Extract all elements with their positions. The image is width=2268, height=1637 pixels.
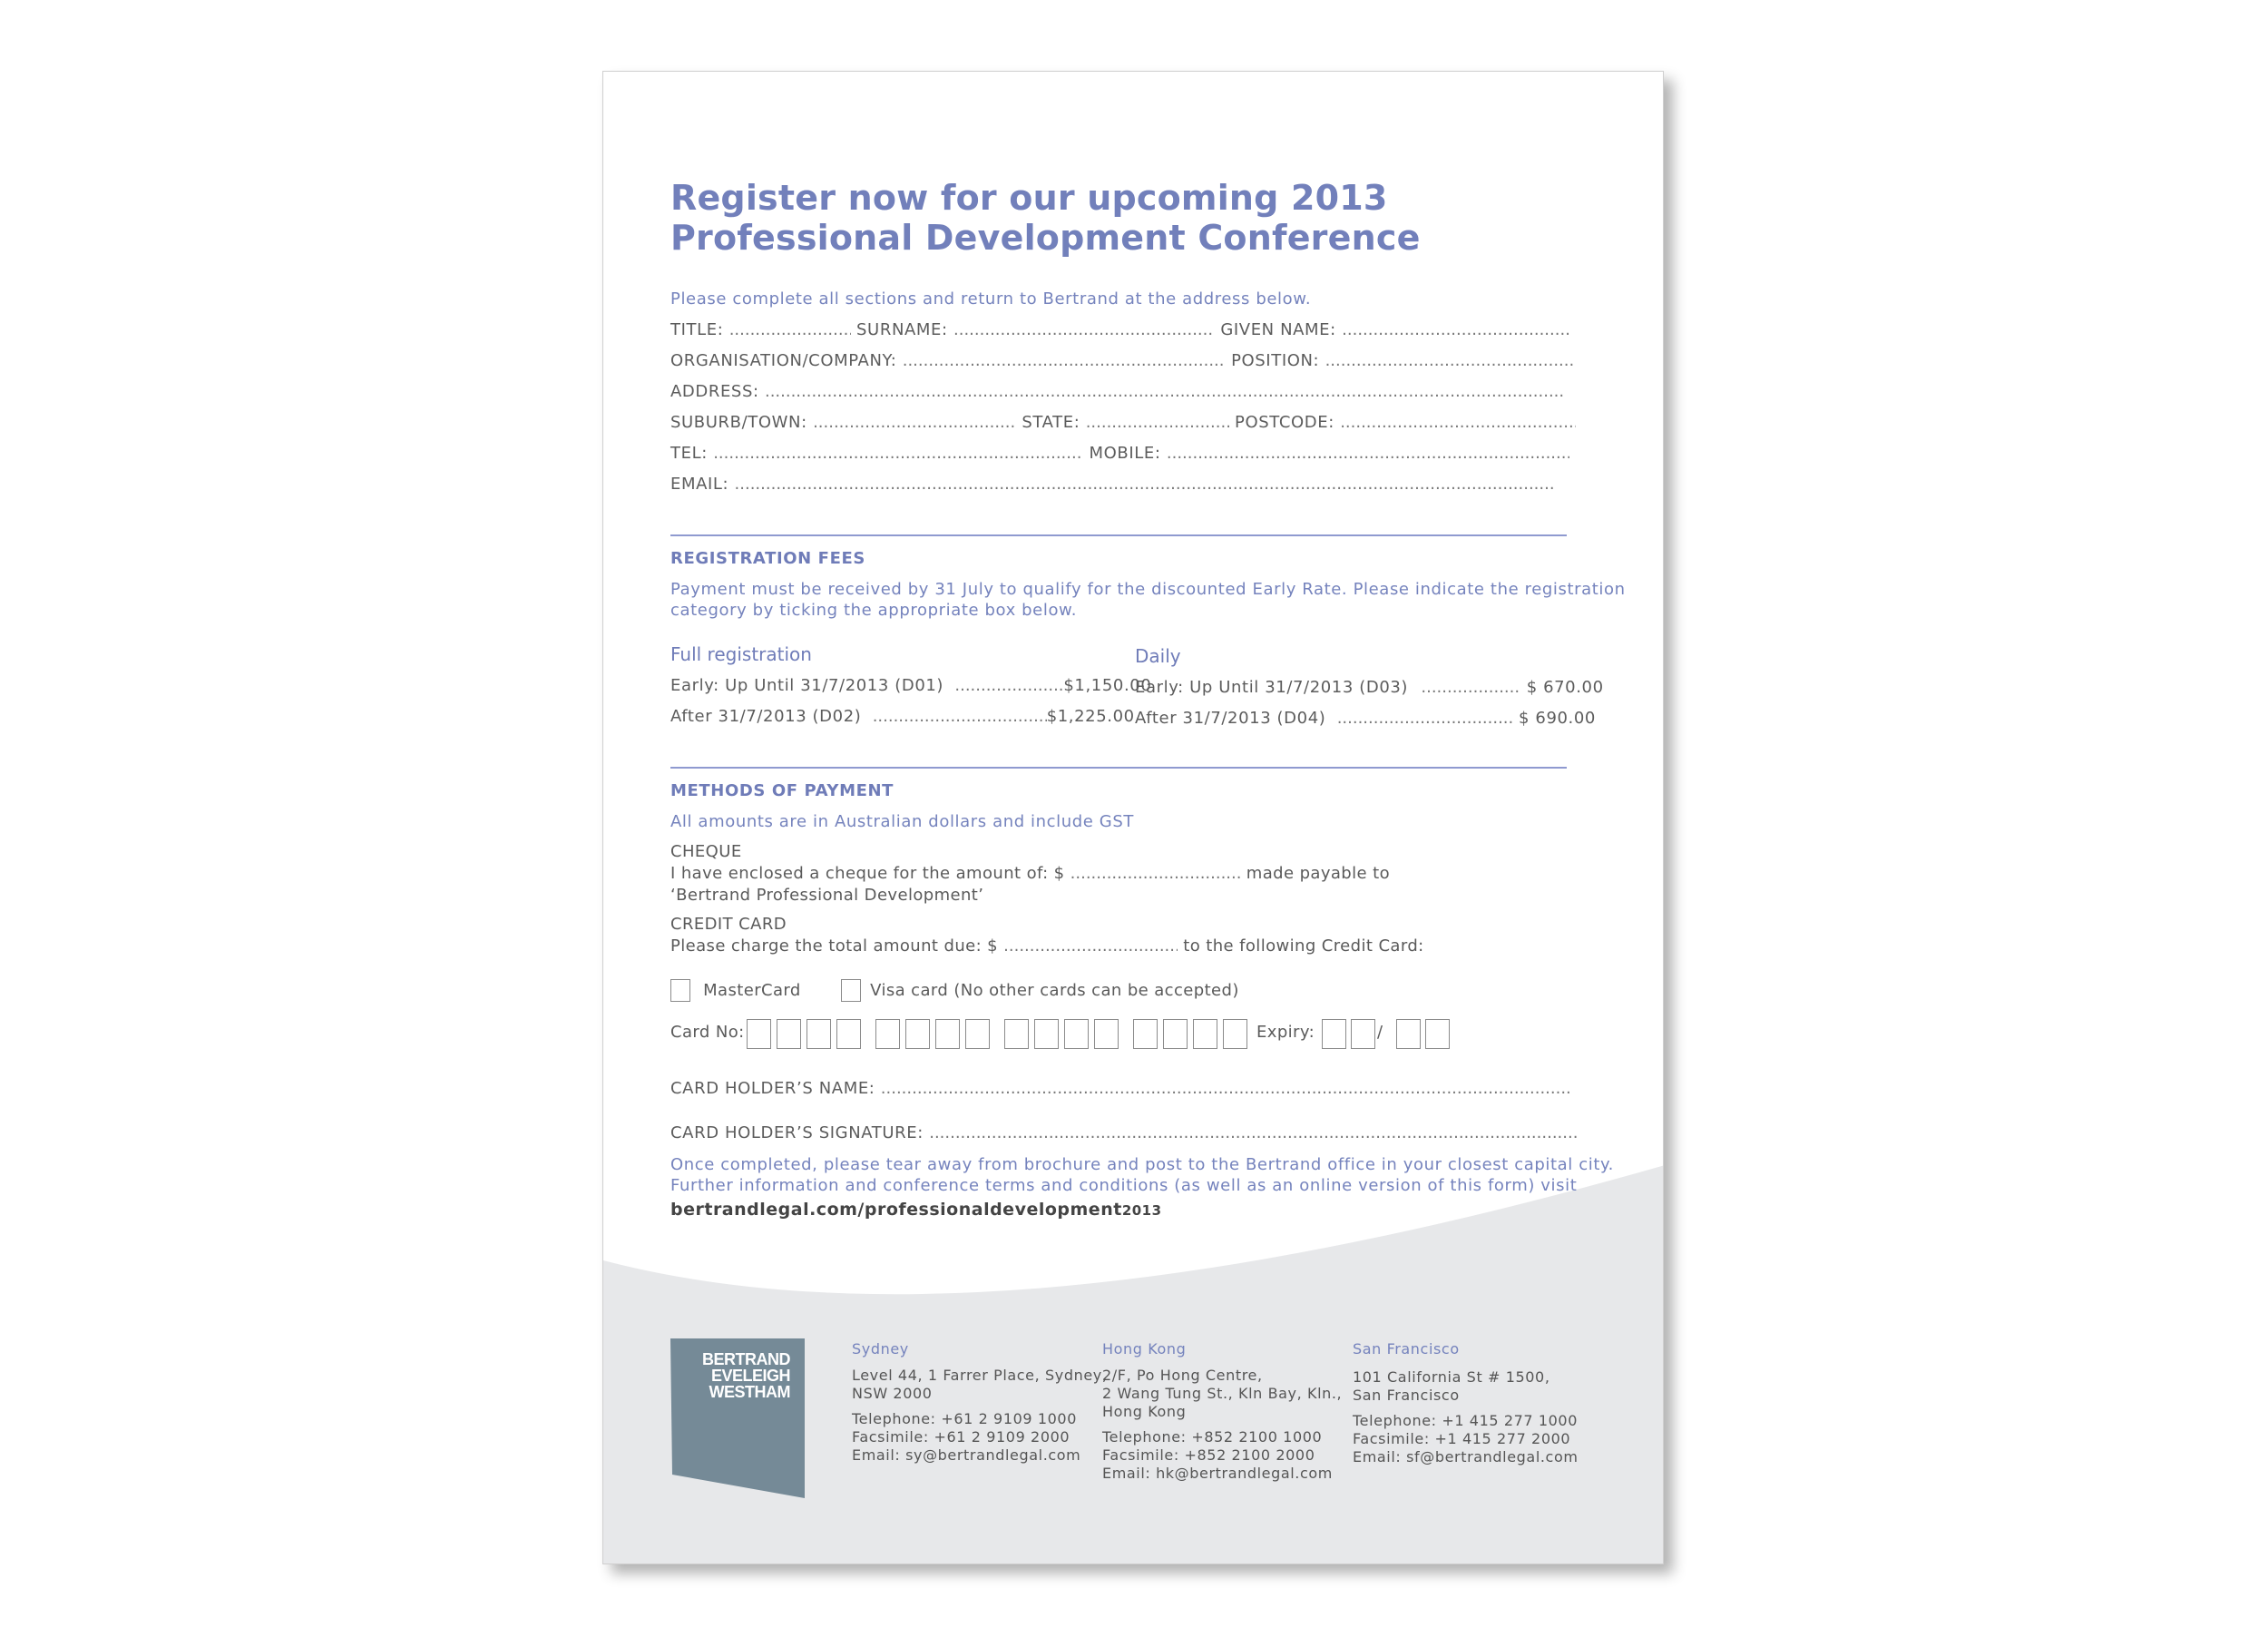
title-field[interactable] (729, 320, 851, 339)
card-digit-box[interactable] (1133, 1019, 1158, 1049)
expiry-label: Expiry: (1256, 1023, 1315, 1042)
postcode-label: POSTCODE: (1235, 413, 1334, 432)
suburb-label: SUBURB/TOWN: (670, 413, 807, 432)
state-field[interactable] (1086, 413, 1229, 432)
card-holder-signature-field[interactable] (929, 1123, 1577, 1142)
card-digit-box[interactable] (1034, 1019, 1059, 1049)
card-holder-name-label: CARD HOLDER’S NAME: (670, 1079, 875, 1098)
organisation-field[interactable] (903, 351, 1226, 370)
expiry-digit-box[interactable] (1351, 1019, 1375, 1049)
card-digit-box[interactable] (935, 1019, 960, 1049)
tel-field[interactable] (713, 444, 1083, 463)
registration-fees-heading: REGISTRATION FEES (670, 549, 865, 568)
card-digit-box[interactable] (965, 1019, 990, 1049)
card-holder-name-field[interactable] (881, 1079, 1572, 1098)
fee-label-d02: After 31/7/2013 (D02) (670, 707, 862, 726)
office-telephone: Telephone: +61 2 9109 1000 (852, 1410, 1077, 1427)
position-label: POSITION: (1231, 351, 1320, 370)
closing-line-2: Further information and conference terms and conditions (as well as an online version of this form) visit (670, 1176, 1578, 1195)
fee-label-d03: Early: Up Until 31/7/2013 (D03) (1135, 678, 1409, 697)
methods-of-payment-heading: METHODS OF PAYMENT (670, 781, 894, 800)
fees-note-line-2: category by ticking the appropriate box below. (670, 601, 1078, 620)
card-holder-signature-label: CARD HOLDER’S SIGNATURE: (670, 1123, 924, 1142)
address-label: ADDRESS: (670, 382, 759, 401)
office-address-1: 101 California St # 1500, (1353, 1368, 1550, 1386)
fee-price-d03: $ 670.00 (1526, 678, 1604, 697)
address-field[interactable] (765, 382, 1563, 401)
position-field[interactable] (1325, 351, 1576, 370)
tel-label: TEL: (670, 444, 708, 463)
office-facsimile: Facsimile: +1 415 277 2000 (1353, 1430, 1571, 1447)
daily-heading: Daily (1135, 645, 1181, 667)
row-organisation-position (670, 351, 1567, 370)
registration-form-page (602, 71, 1664, 1564)
page-title-line-2: Professional Development Conference (670, 218, 1421, 258)
mobile-label: MOBILE: (1089, 444, 1161, 463)
row-address (670, 382, 1567, 401)
cheque-prefix: I have enclosed a cheque for the amount of: $ (670, 864, 1065, 883)
fee-leader-dots (1337, 709, 1513, 728)
office-city: Hong Kong (1102, 1340, 1187, 1358)
given-name-field[interactable] (1342, 320, 1569, 339)
title-label: TITLE: (670, 320, 724, 339)
company-logo (670, 1338, 805, 1498)
cheque-heading: CHEQUE (670, 842, 742, 861)
visa-label: Visa card (No other cards can be accepted) (870, 980, 1239, 1000)
office-address-1: Level 44, 1 Farrer Place, Sydney, (852, 1367, 1108, 1384)
office-facsimile: Facsimile: +852 2100 2000 (1102, 1446, 1315, 1464)
postcode-field[interactable] (1340, 413, 1576, 432)
office-telephone: Telephone: +852 2100 1000 (1102, 1428, 1323, 1446)
office-email[interactable]: Email: sy@bertrandlegal.com (852, 1446, 1081, 1464)
fees-note-line-1: Payment must be received by 31 July to qualify for the discounted Early Rate. Please indicate the registration (670, 580, 1626, 599)
cheque-amount-field[interactable] (1070, 863, 1241, 885)
card-digit-box[interactable] (905, 1019, 930, 1049)
fee-price-d02: $1,225.00 (1046, 707, 1135, 726)
fee-label-d04: After 31/7/2013 (D04) (1135, 709, 1326, 728)
office-email[interactable]: Email: sf@bertrandlegal.com (1353, 1448, 1579, 1465)
credit-suffix: to the following Credit Card: (1183, 936, 1424, 956)
fee-leader-dots (954, 676, 1063, 695)
section-divider-fees (670, 534, 1567, 536)
card-digit-box[interactable] (1163, 1019, 1188, 1049)
email-label: EMAIL: (670, 475, 729, 494)
expiry-digit-box[interactable] (1396, 1019, 1421, 1049)
full-registration-heading: Full registration (670, 643, 812, 665)
fee-option-d03[interactable] (1135, 678, 1604, 697)
card-digit-box[interactable] (807, 1019, 831, 1049)
logo-line-1: BERTRAND (702, 1350, 790, 1368)
office-facsimile: Facsimile: +61 2 9109 2000 (852, 1428, 1070, 1446)
card-holder-signature-row (670, 1123, 1567, 1142)
logo-line-3: WESTHAM (709, 1383, 790, 1401)
card-digit-box[interactable] (1193, 1019, 1217, 1049)
fee-option-d04[interactable] (1135, 709, 1596, 728)
expiry-digit-box[interactable] (1322, 1019, 1346, 1049)
given-name-label: GIVEN NAME: (1220, 320, 1336, 339)
office-address-2: NSW 2000 (852, 1385, 933, 1402)
office-address-3: Hong Kong (1102, 1403, 1187, 1420)
mobile-field[interactable] (1167, 444, 1569, 463)
card-digit-box[interactable] (747, 1019, 771, 1049)
card-digit-box[interactable] (1064, 1019, 1089, 1049)
logo-wordmark (670, 1351, 790, 1400)
cheque-payee: ‘Bertrand Professional Development’ (670, 886, 984, 905)
row-title-surname-given (670, 320, 1567, 339)
fee-option-d02[interactable] (670, 707, 1135, 726)
card-digit-box[interactable] (1223, 1019, 1247, 1049)
card-digit-box[interactable] (1094, 1019, 1119, 1049)
logo-line-2: EVELEIGH (710, 1367, 790, 1385)
state-label: STATE: (1022, 413, 1080, 432)
office-address-2: 2 Wang Tung St., Kln Bay, Kln., (1102, 1385, 1343, 1402)
visa-checkbox[interactable] (841, 979, 861, 1002)
credit-amount-row (670, 936, 1424, 957)
mastercard-checkbox[interactable] (670, 979, 690, 1002)
fee-leader-dots (1421, 678, 1520, 697)
row-tel-mobile (670, 444, 1567, 463)
office-email[interactable]: Email: hk@bertrandlegal.com (1102, 1465, 1333, 1482)
card-digit-box[interactable] (1004, 1019, 1029, 1049)
card-holder-name-row (670, 1079, 1567, 1098)
closing-line-1: Once completed, please tear away from brochure and post to the Bertrand office in your closest capital city. (670, 1155, 1614, 1174)
fee-price-d01: $1,150.00 (1063, 676, 1152, 695)
credit-amount-field[interactable] (1003, 936, 1178, 957)
page-title-line-1: Register now for our upcoming 2013 (670, 178, 1388, 218)
fee-label-d01: Early: Up Until 31/7/2013 (D01) (670, 676, 944, 695)
office-telephone: Telephone: +1 415 277 1000 (1353, 1412, 1578, 1429)
payment-note: All amounts are in Australian dollars and include GST (670, 812, 1134, 831)
row-email (670, 475, 1567, 494)
office-city: Sydney (852, 1340, 909, 1358)
office-address-2: San Francisco (1353, 1387, 1460, 1404)
office-san-francisco (1353, 1340, 1579, 1466)
office-city: San Francisco (1353, 1340, 1460, 1358)
fee-leader-dots (873, 707, 1047, 726)
visa-row (841, 979, 1239, 1002)
credit-prefix: Please charge the total amount due: $ (670, 936, 999, 956)
fee-price-d04: $ 690.00 (1519, 709, 1596, 728)
expiry-separator: / (1377, 1023, 1383, 1042)
office-sydney (852, 1340, 1108, 1465)
office-address-1: 2/F, Po Hong Centre, (1102, 1367, 1263, 1384)
email-field[interactable] (735, 475, 1555, 494)
office-hong-kong (1102, 1340, 1342, 1483)
card-type-row (670, 979, 801, 1002)
closing-url[interactable] (670, 1200, 1162, 1220)
suburb-field[interactable] (813, 413, 1016, 432)
section-divider-payment (670, 767, 1567, 769)
cheque-amount-row (670, 863, 1390, 885)
surname-field[interactable] (953, 320, 1215, 339)
fee-option-d01[interactable] (670, 676, 1152, 695)
expiry-digit-box[interactable] (1425, 1019, 1450, 1049)
card-digit-box[interactable] (875, 1019, 900, 1049)
mastercard-label: MasterCard (703, 980, 801, 1000)
surname-label: SURNAME: (856, 320, 948, 339)
card-digit-box[interactable] (777, 1019, 801, 1049)
card-no-label: Card No: (670, 1023, 745, 1042)
instructions-text: Please complete all sections and return to Bertrand at the address below. (670, 289, 1312, 309)
organisation-label: ORGANISATION/COMPANY: (670, 351, 897, 370)
card-digit-box[interactable] (836, 1019, 861, 1049)
row-suburb-state-postcode (670, 413, 1567, 432)
cheque-suffix: made payable to (1246, 864, 1390, 883)
credit-card-heading: CREDIT CARD (670, 915, 787, 934)
closing-url-year: 2013 (1121, 1202, 1162, 1219)
closing-url-text: bertrandlegal.com/professionaldevelopment (670, 1200, 1122, 1220)
